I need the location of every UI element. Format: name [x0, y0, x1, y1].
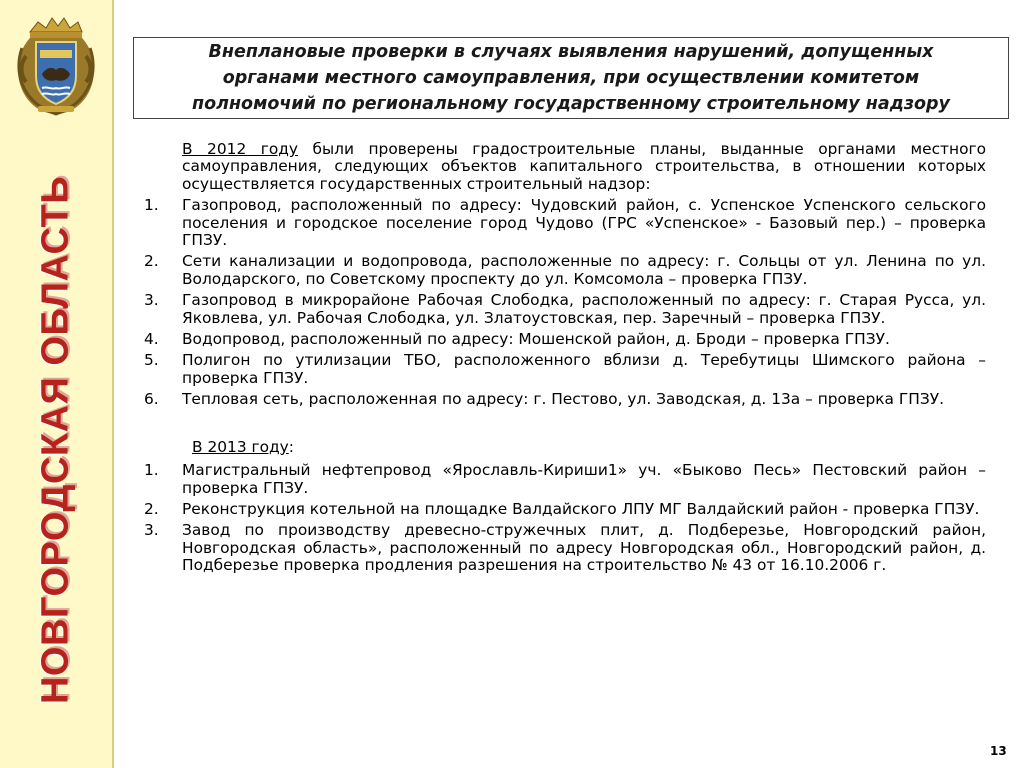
item-number: 1. [144, 196, 159, 215]
item-number: 1. [144, 461, 159, 480]
list-item [144, 292, 986, 327]
list-item [144, 501, 986, 518]
item-text: Тепловая сеть, расположенная по адресу: г. Пестово, ул. Заводская, д. 13а – проверка ГПЗУ. [182, 390, 944, 409]
item-number: 3. [144, 291, 159, 310]
year-2012: В 2012 году [182, 140, 298, 158]
region-name: НОВГОРОДСКАЯ ОБЛАСТЬ [34, 175, 77, 705]
section-spacer [144, 413, 986, 439]
list-item [144, 352, 986, 387]
slide-title [133, 37, 1009, 119]
coat-of-arms-icon [12, 10, 100, 118]
item-text: Реконструкция котельной на площадке Валдайского ЛПУ МГ Валдайский район - проверка ГПЗУ. [182, 499, 980, 518]
item-text: Газопровод, расположенный по адресу: Чудовский район, с. Успенское Успенского сельского поселения и городское поселение город Чудово (ГРС «Успенское» - Базовый пер.) – проверка ГПЗУ. [182, 196, 986, 250]
item-number: 5. [144, 351, 159, 370]
item-text: Магистральный нефтепровод «Ярославль-Кириши1» уч. «Быково Песь» Пестовский район – проверка ГПЗУ. [182, 461, 986, 497]
sidebar [0, 0, 112, 768]
title-line-3: полномочий по региональному государственному строительному надзору [192, 94, 950, 114]
item-text: Завод по производству древесно-стружечных плит, д. Подберезье, Новгородский район, Новгородская область», расположенный по адресу Новгородская обл., Новгородский район, д. Подберезье проверка продления разрешения на строительство № 43 от 16.10.2006 г. [182, 521, 986, 575]
item-number: 2. [144, 499, 159, 518]
slide-body [144, 141, 986, 579]
item-number: 2. [144, 252, 159, 271]
intro-2012 [144, 141, 986, 193]
item-number: 3. [144, 521, 159, 540]
list-item [144, 522, 986, 574]
item-text: Сети канализации и водопровода, расположенные по адресу: г. Сольцы от ул. Ленина по ул. Володарского, по Советскому проспекту до ул. Комсомола – проверка ГПЗУ. [182, 252, 986, 288]
item-number: 4. [144, 330, 159, 349]
item-number: 6. [144, 390, 159, 409]
sidebar-divider [112, 0, 114, 768]
page-number: 13 [990, 744, 1007, 758]
heading-2013 [144, 439, 986, 456]
list-item [144, 462, 986, 497]
year-2013: В 2013 году [192, 437, 289, 456]
item-text: Водопровод, расположенный по адресу: Мошенской район, д. Броди – проверка ГПЗУ. [182, 330, 890, 349]
list-item [144, 331, 986, 348]
heading-2013-colon: : [288, 437, 294, 456]
title-line-2: органами местного самоуправления, при осуществлении комитетом [222, 68, 920, 88]
list-item [144, 253, 986, 288]
list-item [144, 197, 986, 249]
list-item [144, 391, 986, 408]
title-line-1: Внеплановые проверки в случаях выявления нарушений, допущенных [208, 42, 934, 62]
item-text: Полигон по утилизации ТБО, расположенного вблизи д. Теребутицы Шимского района – проверка ГПЗУ. [182, 351, 986, 387]
intro-2012-text: были проверены градостроительные планы, выданные органами местного самоуправления, следующих объектов капитального строительства, в отношении которых осуществляется государственных строительный надзор: [182, 140, 987, 193]
item-text: Газопровод в микрорайоне Рабочая Слободка, расположенный по адресу: г. Старая Русса, ул. Яковлева, ул. Рабочая Слободка, ул. Златоустовская, пер. Заречный – проверка ГПЗУ. [182, 291, 986, 327]
